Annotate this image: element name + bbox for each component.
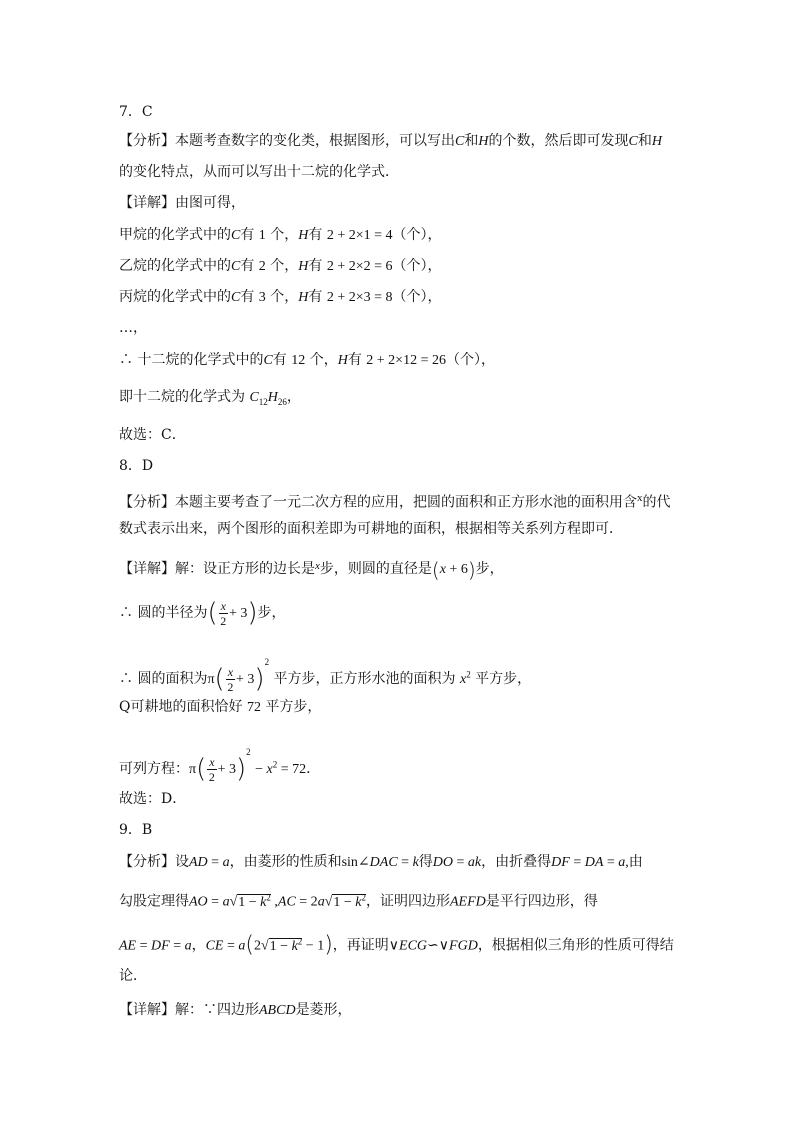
q7-line-propane: 丙烷的化学式中的C有 3 个，H有 2 + 2×3 = 8（个）， — [119, 289, 442, 305]
q7-analysis-line1: 【分析】本题考查数字的变化类，根据图形，可以写出C和H的个数，然后即可发现C和H — [119, 133, 662, 149]
q9-analysis-line1: 【分析】设AD = a，由菱形的性质和sin∠DAC = k得DO = ak，由折叠得DF = DA = a,由 — [119, 854, 643, 870]
q7-detail-tag: 【详解】 — [119, 195, 175, 211]
q8-equation-line: 可列方程：π( $\frac{x}{2}$ + $3)^2 - x^2 = 72$． — [119, 747, 321, 784]
q7-formula-line: 即十二烷的化学式为 $C_{12}H_{26}$， — [119, 389, 301, 407]
q8-analysis-line2: 数式表示出来，两个图形的面积差即为可耕地的面积，根据相等关系列方程即可． — [119, 521, 623, 537]
q8-analysis-tag: 【分析】 — [119, 494, 175, 511]
q7-answer: 故选：C． — [119, 427, 186, 443]
q8-q-line: Q可耕地的面积恰好 72 平方步， — [119, 699, 322, 715]
q8-answer: 故选：D． — [119, 791, 187, 807]
q7-analysis-line2: 的变化特点，从而可以写出十二烷的化学式． — [119, 164, 399, 180]
q9-detail-tag: 【详解】 — [119, 1002, 175, 1018]
q9-analysis-line2: 勾股定理得AO = $a√1 - k^2$ $,AC = 2a√1 - k^2$，证明四边形AEFD是平行四边形，得 — [119, 892, 598, 910]
q7-analysis-tag: 【分析】 — [119, 133, 175, 149]
q8-detail-line1: 【详解】解：设正方形的边长是$^x$步，则圆的直径是(x + 6)步， — [119, 557, 504, 582]
q8-area-line: ∴ 圆的面积为π( $\frac{x}{2}$ + 3)$^2$ 平方步，正方形水池的面积为 $x^2$ 平方步， — [119, 657, 532, 694]
q9-analysis-line4: 论． — [119, 968, 147, 984]
q7-line-ethane: 乙烷的化学式中的C有 2 个，H有 2 + 2×2 = 6（个）， — [119, 258, 442, 274]
q8-radius-line: ∴ 圆的半径为( $\frac{x}{2}$ + 3)步， — [119, 598, 286, 628]
q8-analysis-line1: 【分析】本题主要考查了一元二次方程的应用，把圆的面积和正方形水池的面积用含$^x$的代 — [119, 492, 671, 511]
q8-detail-tag: 【详解】 — [119, 561, 175, 577]
q7-detail-intro: 【详解】由图可得， — [119, 195, 245, 211]
q7-number: 7．C — [119, 104, 153, 120]
q7-line-methane: 甲烷的化学式中的C有 1 个，H有 2 + 2×1 = 4（个）， — [119, 227, 442, 243]
q9-number: 9．B — [119, 822, 153, 838]
q7-line-dodecane: ∴ 十二烷的化学式中的C有 12 个，H有 2 + 2×12 = 26（个）， — [119, 352, 495, 368]
q8-number: 8．D — [119, 458, 154, 474]
q9-detail-line1: 【详解】解：∵四边形ABCD是菱形， — [119, 1002, 352, 1018]
q7-ellipsis: …， — [119, 320, 147, 336]
q9-analysis-line3: AE = DF = a，CE = $a(2√1 - k^2 - 1)$，再证明∨ECG∽∨FGD，根据相似三角形的性质可得结 — [119, 932, 674, 958]
q9-analysis-tag: 【分析】 — [119, 854, 175, 870]
